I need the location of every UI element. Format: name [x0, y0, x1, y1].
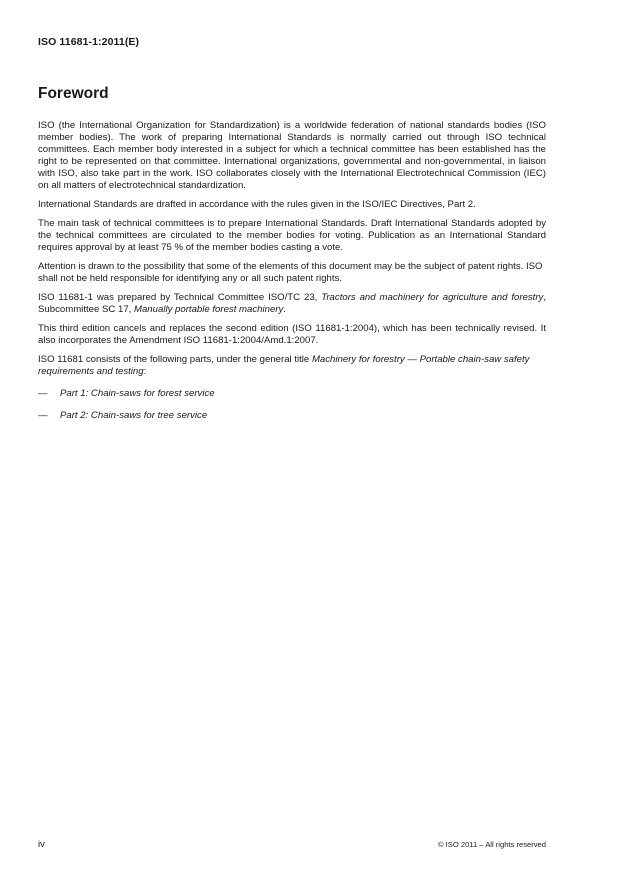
paragraph-directives: International Standards are drafted in accordance with the rules given in the ISO/IEC Directives, Part 2. — [38, 199, 476, 211]
copyright-notice: © ISO 2011 – All rights reserved — [437, 840, 546, 849]
subcommittee-text: , Subcommittee SC 17, — [38, 292, 546, 316]
list-dash: — — [38, 388, 48, 400]
paragraph-parts-intro — [38, 354, 546, 378]
subcommittee-title: Manually portable forest machinery — [133, 304, 284, 316]
page-title: Foreword — [38, 85, 109, 102]
prepared-by-end: . — [283, 304, 286, 316]
paragraph-patent-rights: Attention is drawn to the possibility that some of the elements of this document may be the subject of patent rights. ISO shall not be held responsible for identifying any or all such patent rights. — [38, 261, 543, 285]
page-number: iv — [38, 839, 45, 850]
paragraph-edition: This third edition cancels and replaces the second edition (ISO 11681-1:2004), which has been technically revised. It also incorporates the Amendment ISO 11681-1:2004/Amd.1:2007. — [38, 323, 546, 347]
list-item — [38, 410, 546, 422]
document-id-header: ISO 11681-1:2011(E) — [38, 36, 140, 48]
prepared-by-text: ISO 11681-1 was prepared by Technical Committee ISO/TC 23, — [38, 292, 322, 304]
parts-intro-text: ISO 11681 consists of the following parts, under the general title — [38, 354, 312, 366]
general-title: Machinery for forestry — Portable chain-saw safety requirements and testing — [38, 354, 530, 378]
part-label: Part 2: Chain-saws for tree service — [60, 410, 208, 422]
parts-intro-end: : — [143, 366, 147, 378]
paragraph-iso-intro: ISO (the International Organization for Standardization) is a worldwide federation of national standards bodies (ISO member bodies). The work of preparing International Standards is normally carried out through ISO technical committees. Each member body interested in a subject for which a technical committee has been established has the right to be represented on that committee. International organizations, governmental and non-governmental, in liaison with ISO, also take part in the work. ISO collaborates closely with the International Electrotechnical Commission (IEC) on all matters of electrotechnical standardization. — [38, 120, 546, 192]
list-item — [38, 388, 546, 400]
paragraph-main-task: The main task of technical committees is to prepare International Standards. Draft International Standards adopted by the technical committees are circulated to the member bodies for voting. Publication as an International Standard requires approval by at least 75 % of the member bodies casting a vote. — [38, 218, 546, 254]
list-dash: — — [38, 410, 48, 422]
part-label: Part 1: Chain-saws for forest service — [60, 388, 215, 400]
paragraph-prepared-by — [38, 292, 546, 316]
committee-title: Tractors and machinery for agriculture and forestry — [321, 292, 544, 304]
foreword-body — [38, 120, 546, 432]
